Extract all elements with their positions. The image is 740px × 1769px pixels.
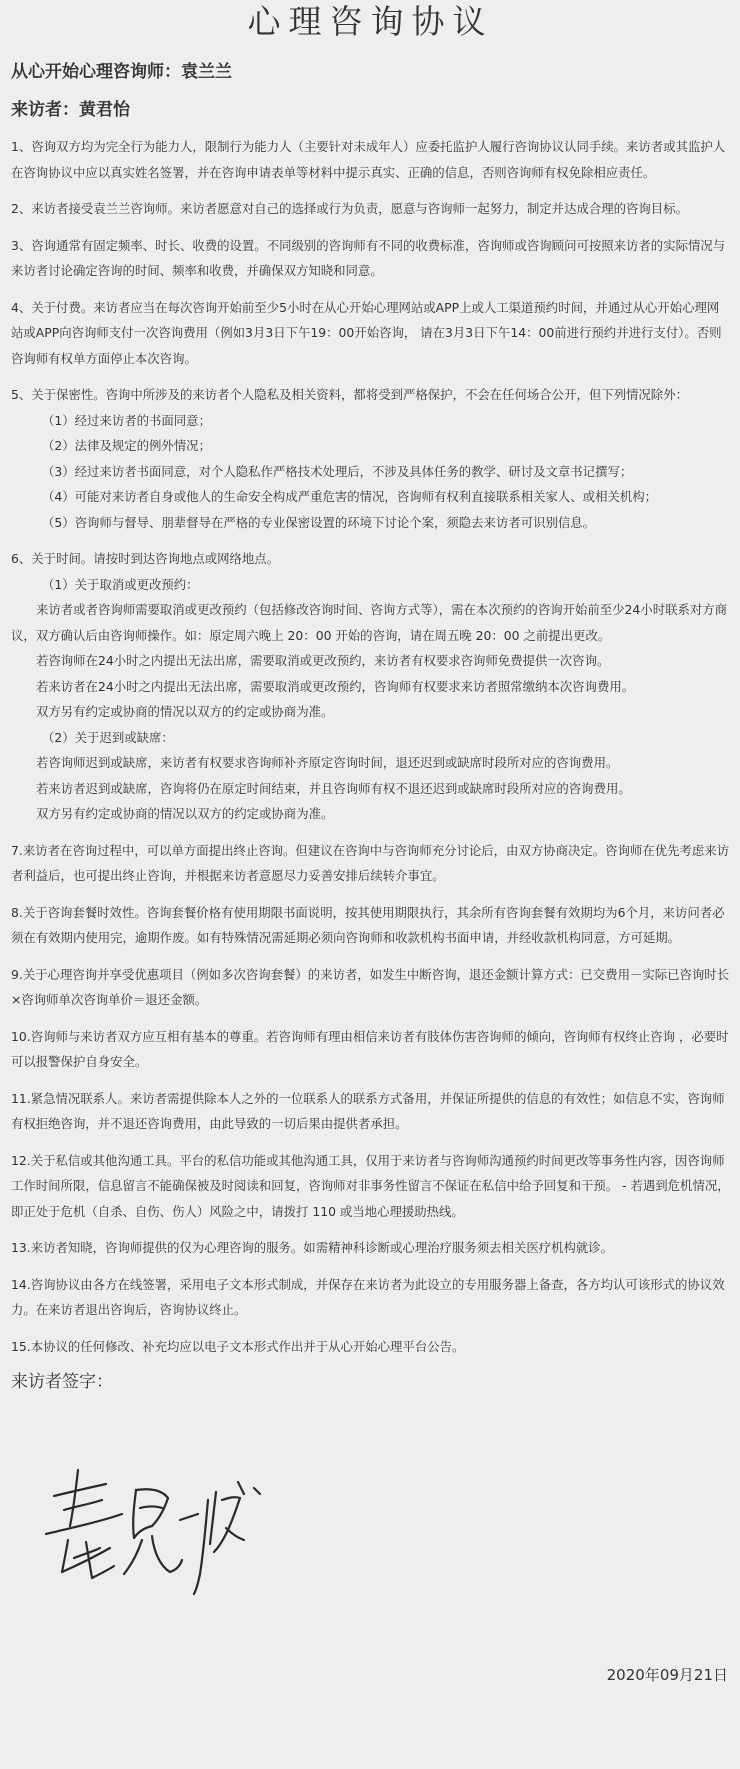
- clause-1: 1、咨询双方均为完全行为能力人，限制行为能力人（主要针对未成年人）应委托监护人履行咨询协议认同手续。来访者或其监护人在咨询协议中应以真实姓名签署，并在咨询申请表单等材料中提示真实、正确的信息，否则咨询师有权免除相应责任。: [11, 139, 726, 180]
- clause-4: 4、关于付费。来访者应当在每次咨询开始前至少5小时在从心开始心理网站或APP上或人工渠道预约时间，并通过从心开始心理网站或APP向咨询师支付一次咨询费用（例如3月3日下午19：00开始咨询， 请在3月3日下午14：00前进行预约并进行支付）。否则咨询师有权单方面停止本次咨询。: [11, 299, 722, 366]
- clause-10: 10.咨询师与来访者双方应互相有基本的尊重。若咨询师有理由相信来访者有肢体伤害咨询师的倾向，咨询师有权终止咨询 ，必要时可以报警保护自身安全。: [11, 1028, 729, 1069]
- clause-7: 7.来访者在咨询过程中，可以单方面提出终止咨询。但建议在咨询中与咨询师充分讨论后，由双方协商决定。咨询师在优先考虑来访者利益后，也可提出终止咨询，并根据来访者意愿尽力妥善安排后续转介事宜。: [11, 842, 730, 883]
- clause-5-item: （4）可能对来访者自身或他人的生命安全构成严重危害的情况，咨询师有权利直接联系相关家人、或相关机构；: [42, 489, 658, 504]
- clause-14: 14.咨询协议由各方在线签署，采用电子文本形式制成，并保存在来访者为此设立的专用服务器上备查，各方均认可该形式的协议效力。在来访者退出咨询后，咨询协议终止。: [11, 1276, 725, 1317]
- clause-9: 9.关于心理咨询并享受优惠项目（例如多次咨询套餐）的来访者，如发生中断咨询，退还金额计算方式：已交费用－实际已咨询时长×咨询师单次咨询单价＝退还金额。: [11, 966, 730, 1007]
- clause-13: 13.来访者知晓，咨询师提供的仅为心理咨询的服务。如需精神科诊断或心理治疗服务须去相关医疗机构就诊。: [11, 1240, 614, 1255]
- clause-6-sub1-title: （1）关于取消或更改预约：: [42, 576, 199, 592]
- clause-6-sub2-text: 若来访者迟到或缺席，咨询将仍在原定时间结束，并且咨询师有权不退还迟到或缺席时段所对应的咨询费用。: [36, 780, 631, 796]
- clause-6-sub1-text: 若咨询师在24小时之内提出无法出席，需要取消或更改预约，来访者有权要求咨询师免费提供一次咨询。: [36, 653, 610, 668]
- clause-6-sub1-text: 若来访者在24小时之内提出无法出席，需要取消或更改预约，咨询师有权要求来访者照常缴纳本次咨询费用。: [36, 678, 635, 694]
- clause-8: 8.关于咨询套餐时效性。咨询套餐价格有使用期限书面说明，按其使用期限执行，其余所有咨询套餐有效期均为6个月，来访问者必须在有效期内使用完，逾期作废。如有特殊情况需延期必须向咨询师和收款机构书面申请，并经收款机构同意，方可延期。: [11, 904, 725, 945]
- handwritten-signature: [40, 1448, 300, 1598]
- clause-6-sub1-text: 来访者或者咨询师需要取消或更改预约（包括修改咨询时间、咨询方式等），需在本次预约的咨询开始前至少24小时联系对方商议，双方确认后由咨询师操作。如：原定周六晚上 20：00 开始的咨询，请在周五晚 20：00 之前提出更改。: [11, 602, 728, 643]
- signature-label: 来访者签字：: [11, 1372, 113, 1392]
- clause-6-sub2-text: 若咨询师迟到或缺席，来访者有权要求咨询师补齐原定咨询时间，退还迟到或缺席时段所对应的咨询费用。: [36, 755, 619, 770]
- clause-5-intro: 5、关于保密性。咨询中所涉及的来访者个人隐私及相关资料，都将受到严格保护，不会在任何场合公开，但下列情况除外：: [11, 387, 688, 402]
- clause-6-sub2-text: 双方另有约定或协商的情况以双方的约定或协商为准。: [36, 806, 334, 821]
- clause-5-item: （3）经过来访者书面同意，对个人隐私作严格技术处理后，不涉及具体任务的教学、研讨及文章书记撰写；: [42, 463, 633, 479]
- visitor-line: 来访者：黄君怡: [11, 100, 130, 120]
- date: 2020年09月21日: [606, 1666, 728, 1684]
- page-title: 心理咨询协议: [247, 2, 494, 41]
- clause-5-item: （1）经过来访者的书面同意；: [42, 412, 211, 428]
- clause-5-item: （5）咨询师与督导、朋辈督导在严格的专业保密设置的环境下讨论个案，须隐去来访者可识别信息。: [42, 514, 596, 530]
- clause-2: 2、来访者接受袁兰兰咨询师。来访者愿意对自己的选择或行为负责，愿意与咨询师一起努力，制定并达成合理的咨询目标。: [11, 201, 688, 216]
- clause-5: [11, 382, 730, 535]
- clauses: [11, 134, 730, 1359]
- counselor-line: 从心开始心理咨询师：袁兰兰: [11, 62, 232, 82]
- clause-5-item: （2）法律及规定的例外情况；: [42, 438, 211, 453]
- clause-12: 12.关于私信或其他沟通工具。平台的私信功能或其他沟通工具，仅用于来访者与咨询师沟通预约时间更改等事务性内容，因咨询师工作时间所限，信息留言不能确保被及时阅读和回复，咨询师对非事务性留言不保证在私信中给予回复和干预。 - 若遇到危机情况，即正处于危机（自杀、自伤、伤人）风险之中，请拨打 110 或当地心理援助热线。: [11, 1152, 730, 1219]
- clause-15: 15.本协议的任何修改、补充均应以电子文本形式作出并于从心开始心理平台公告。: [11, 1338, 465, 1354]
- clause-3: 3、咨询通常有固定频率、时长、收费的设置。不同级别的咨询师有不同的收费标准，咨询师或咨询顾问可按照来访者的实际情况与来访者讨论确定咨询的时间、频率和收费，并确保双方知晓和同意。: [11, 237, 726, 278]
- clause-6-sub1-text: 双方另有约定或协商的情况以双方的约定或协商为准。: [36, 704, 334, 719]
- clause-6-intro: 6、关于时间。请按时到达咨询地点或网络地点。: [11, 551, 280, 566]
- clause-11: 11.紧急情况联系人。来访者需提供除本人之外的一位联系人的联系方式备用，并保证所提供的信息的有效性；如信息不实，咨询师有权拒绝咨询，并不退还咨询费用，由此导致的一切后果由提供者承担。: [11, 1090, 725, 1131]
- clause-6: [11, 546, 730, 827]
- clause-6-sub2-title: （2）关于迟到或缺席：: [42, 729, 174, 745]
